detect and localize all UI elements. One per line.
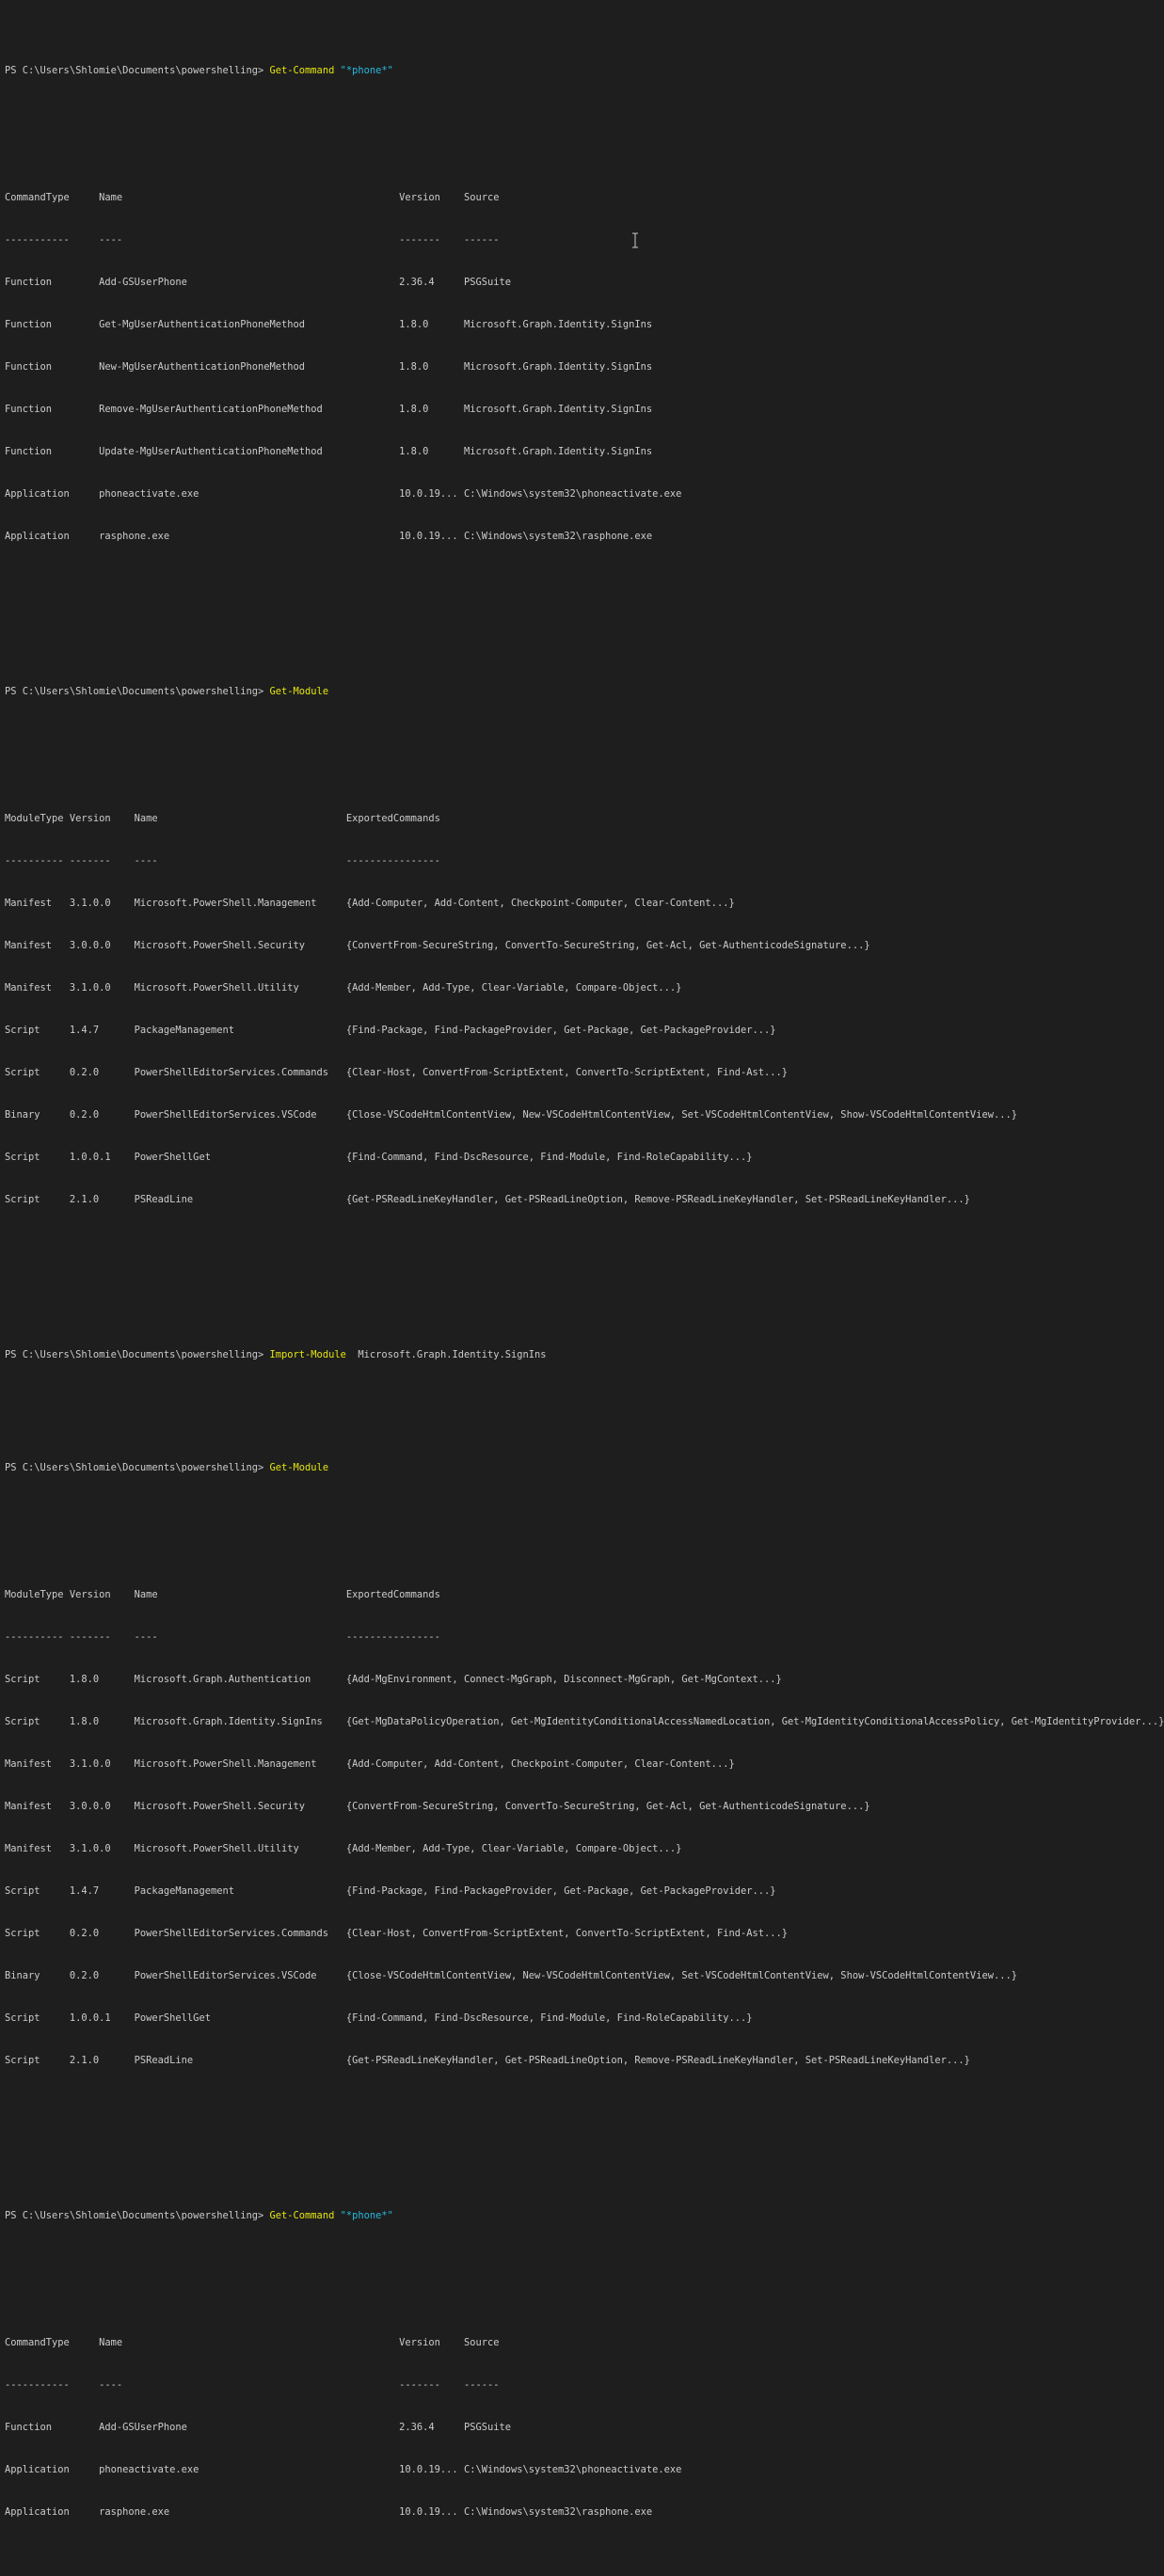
table-row: Application rasphone.exe 10.0.19... C:\Windows\system32\rasphone.exe: [5, 531, 653, 542]
prompt-text: PS C:\Users\Shlomie\Documents\powershelling>: [5, 686, 270, 697]
command-argument: "*phone*": [340, 65, 393, 76]
table-row: Function Update-MgUserAuthenticationPhoneMethod 1.8.0 Microsoft.Graph.Identity.SignIns: [5, 446, 653, 457]
table-separator: ----------- ---- ------- ------: [5, 234, 500, 246]
table-row: Manifest 3.0.0.0 Microsoft.PowerShell.Security {ConvertFrom-SecureString, ConvertTo-SecureString, Get-Acl, Get-AuthenticodeSignature...}: [5, 1801, 870, 1812]
table-row: Script 0.2.0 PowerShellEditorServices.Commands {Clear-Host, ConvertFrom-ScriptExtent, ConvertTo-ScriptExtent, Find-Ast...}: [5, 1067, 789, 1078]
table-row: Script 1.4.7 PackageManagement {Find-Package, Find-PackageProvider, Get-Package, Get-PackageProvider...}: [5, 1885, 776, 1897]
prompt-text: PS C:\Users\Shlomie\Documents\powershelling>: [5, 1349, 270, 1360]
table-header: ModuleType Version Name ExportedCommands: [5, 1589, 440, 1600]
prompt-line: [5, 64, 1157, 78]
table-row: Script 1.8.0 Microsoft.Graph.Identity.SignIns {Get-MgDataPolicyOperation, Get-MgIdentityConditionalAccessNamedLocation, Get-MgIdentityConditionalAccessPolicy, Get-MgIdentityProvider...}: [5, 1716, 1164, 1727]
table-row: Function Remove-MgUserAuthenticationPhoneMethod 1.8.0 Microsoft.Graph.Identity.SignIns: [5, 404, 653, 415]
table-separator: ---------- ------- ---- ----------------: [5, 855, 440, 867]
table-row: Script 1.8.0 Microsoft.Graph.Authentication {Add-MgEnvironment, Connect-MgGraph, Disconnect-MgGraph, Get-MgContext...}: [5, 1674, 782, 1685]
table-row: Application phoneactivate.exe 10.0.19... C:\Windows\system32\phoneactivate.exe: [5, 2464, 682, 2475]
table-row: Manifest 3.1.0.0 Microsoft.PowerShell.Utility {Add-Member, Add-Type, Clear-Variable, Compare-Object...}: [5, 982, 682, 994]
prompt-line: [5, 685, 1157, 699]
table-row: Application rasphone.exe 10.0.19... C:\Windows\system32\rasphone.exe: [5, 2506, 653, 2518]
table-row: Manifest 3.1.0.0 Microsoft.PowerShell.Utility {Add-Member, Add-Type, Clear-Variable, Compare-Object...}: [5, 1843, 682, 1854]
table-header: ModuleType Version Name ExportedCommands: [5, 813, 440, 824]
prompt-text: PS C:\Users\Shlomie\Documents\powershelling>: [5, 1462, 270, 1473]
prompt-text: PS C:\Users\Shlomie\Documents\powershelling>: [5, 2210, 270, 2221]
table-row: Manifest 3.1.0.0 Microsoft.PowerShell.Management {Add-Computer, Add-Content, Checkpoint-Computer, Clear-Content...}: [5, 898, 735, 909]
table-row: Function New-MgUserAuthenticationPhoneMethod 1.8.0 Microsoft.Graph.Identity.SignIns: [5, 361, 653, 373]
table-separator: ---------- ------- ---- ----------------: [5, 1631, 440, 1643]
table-row: Script 0.2.0 PowerShellEditorServices.Commands {Clear-Host, ConvertFrom-ScriptExtent, ConvertTo-ScriptExtent, Find-Ast...}: [5, 1928, 789, 1939]
command-verb: Get-Module: [269, 1462, 329, 1473]
table-row: Script 1.0.0.1 PowerShellGet {Find-Command, Find-DscResource, Find-Module, Find-RoleCapability...}: [5, 1152, 753, 1163]
table-header: CommandType Name Version Source: [5, 192, 500, 203]
table-row: Script 1.0.0.1 PowerShellGet {Find-Command, Find-DscResource, Find-Module, Find-RoleCapability...}: [5, 2012, 753, 2024]
table-row: Manifest 3.0.0.0 Microsoft.PowerShell.Security {ConvertFrom-SecureString, ConvertTo-SecureString, Get-Acl, Get-AuthenticodeSignature...}: [5, 940, 870, 951]
prompt-line: [5, 1348, 1157, 1362]
command-argument: Microsoft.Graph.Identity.SignIns: [352, 1349, 547, 1360]
prompt-line: [5, 1461, 1157, 1475]
table-row: Script 2.1.0 PSReadLine {Get-PSReadLineKeyHandler, Get-PSReadLineOption, Remove-PSReadLineKeyHandler, Set-PSReadLineKeyHandler...}: [5, 2055, 970, 2066]
command-verb: Get-Command: [269, 65, 335, 76]
table-separator: ----------- ---- ------- ------: [5, 2379, 500, 2391]
command-verb: Get-Command: [269, 2210, 335, 2221]
text-cursor-ibeam-icon: [631, 232, 639, 248]
command-argument: "*phone*": [340, 2210, 393, 2221]
prompt-line: [5, 2209, 1157, 2223]
table-row: Script 2.1.0 PSReadLine {Get-PSReadLineKeyHandler, Get-PSReadLineOption, Remove-PSReadLineKeyHandler, Set-PSReadLineKeyHandler...}: [5, 1194, 970, 1205]
table-row: Application phoneactivate.exe 10.0.19... C:\Windows\system32\phoneactivate.exe: [5, 488, 682, 500]
command-verb: Get-Module: [269, 686, 329, 697]
prompt-text: PS C:\Users\Shlomie\Documents\powershelling>: [5, 65, 270, 76]
table-row: Manifest 3.1.0.0 Microsoft.PowerShell.Management {Add-Computer, Add-Content, Checkpoint-Computer, Clear-Content...}: [5, 1758, 735, 1770]
table-header: CommandType Name Version Source: [5, 2337, 500, 2348]
table-row: Function Get-MgUserAuthenticationPhoneMethod 1.8.0 Microsoft.Graph.Identity.SignIns: [5, 319, 653, 330]
table-row: Binary 0.2.0 PowerShellEditorServices.VSCode {Close-VSCodeHtmlContentView, New-VSCodeHtmlContentView, Set-VSCodeHtmlContentView, Show-VSCodeHtmlContentView...}: [5, 1970, 1017, 1981]
command-verb: Import-Module: [269, 1349, 346, 1360]
table-row: Binary 0.2.0 PowerShellEditorServices.VSCode {Close-VSCodeHtmlContentView, New-VSCodeHtmlContentView, Set-VSCodeHtmlContentView, Show-VSCodeHtmlContentView...}: [5, 1109, 1017, 1121]
table-row: Function Add-GSUserPhone 2.36.4 PSGSuite: [5, 277, 511, 288]
table-row: Function Add-GSUserPhone 2.36.4 PSGSuite: [5, 2422, 511, 2433]
table-row: Script 1.4.7 PackageManagement {Find-Package, Find-PackageProvider, Get-Package, Get-PackageProvider...}: [5, 1025, 776, 1036]
